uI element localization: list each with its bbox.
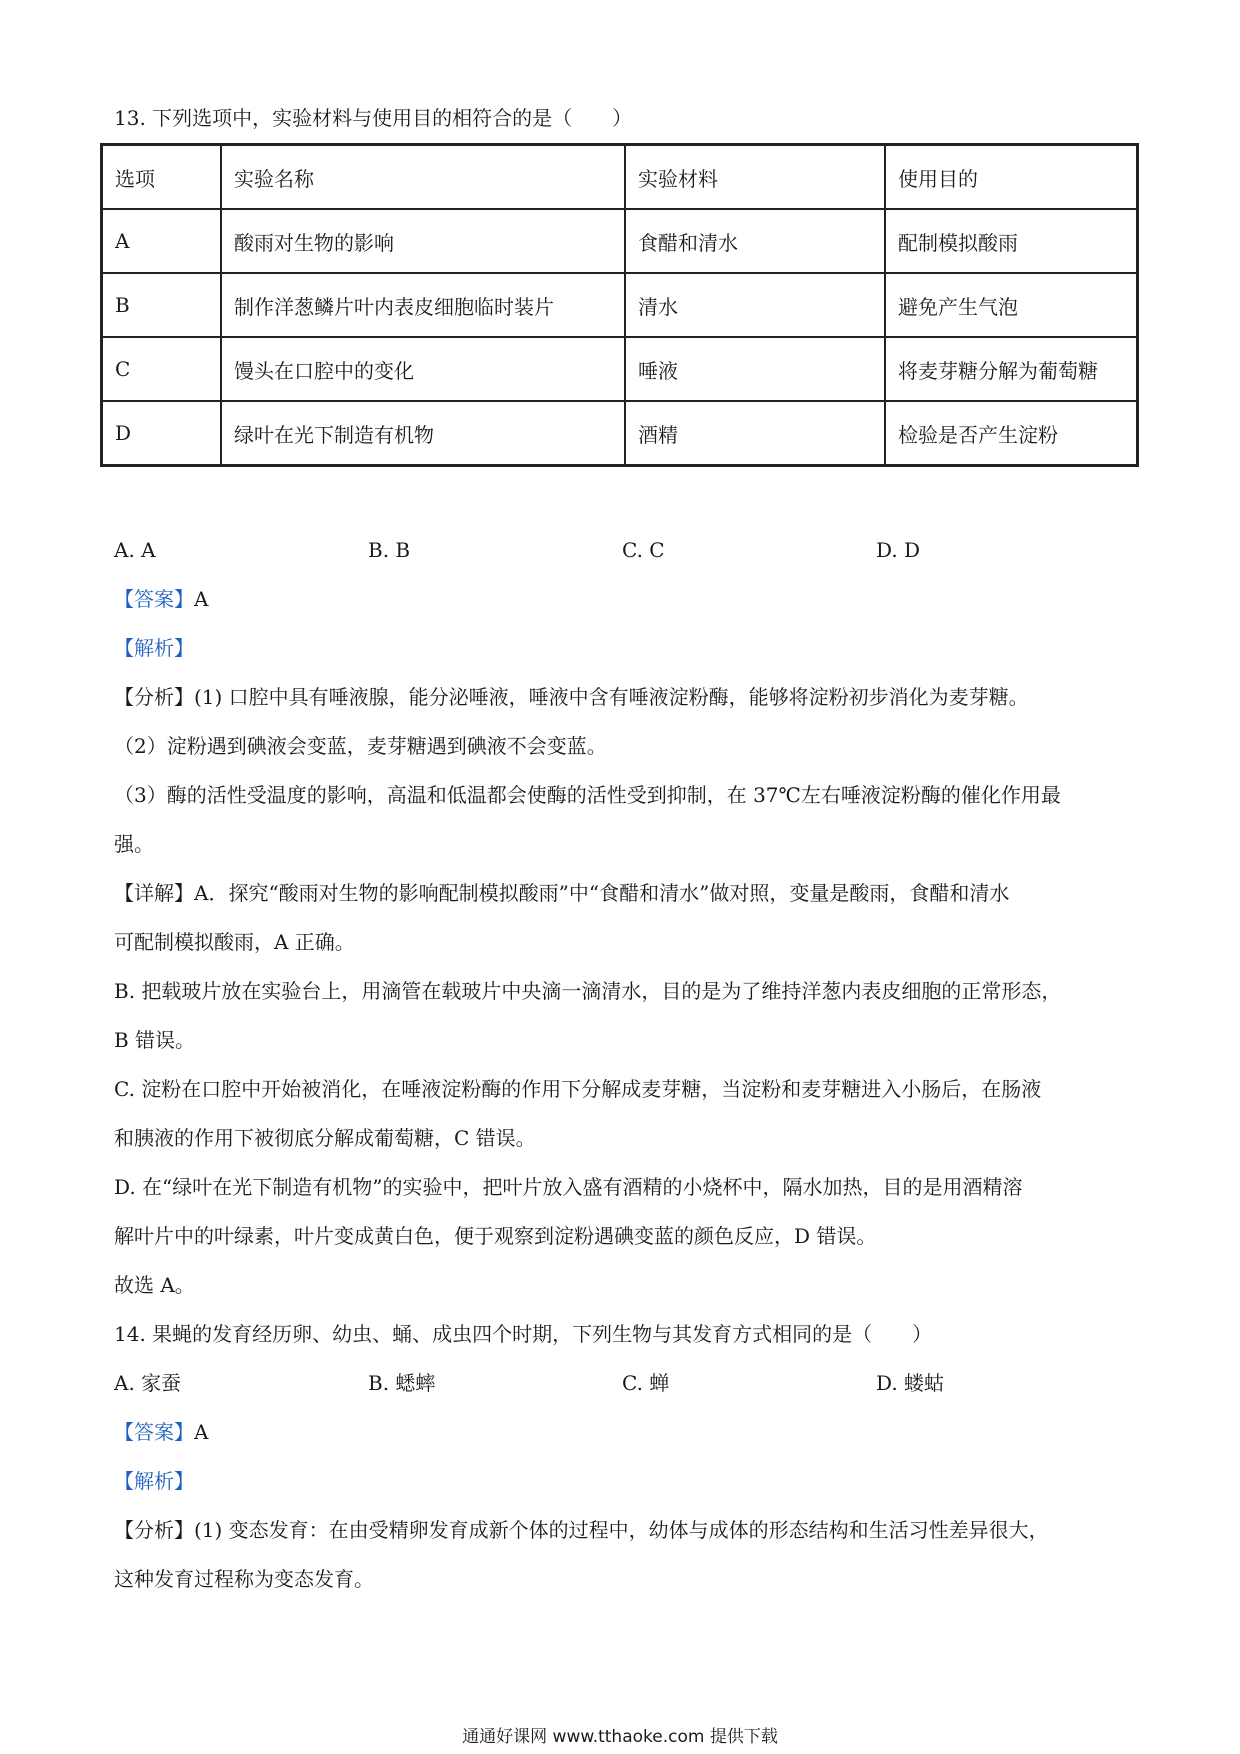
- table-row: [102, 337, 1138, 401]
- question-14-stem: 14. 果蝇的发育经历卵、幼虫、蛹、成虫四个时期，下列生物与其发育方式相同的是（ ）: [114, 1322, 933, 1346]
- table-cell: 食醋和清水: [625, 209, 885, 273]
- page-footer: 通通好课网 www.tthaoke.com 提供下载: [462, 1727, 778, 1747]
- table-cell: A: [102, 209, 222, 273]
- analysis-line: 强。: [114, 832, 154, 856]
- analysis-line: D. 在“绿叶在光下制造有机物”的实验中，把叶片放入盛有酒精的小烧杯中，隔水加热，目的是用酒精溶: [114, 1175, 1023, 1199]
- analysis-line: 这种发育过程称为变态发育。: [114, 1567, 374, 1591]
- question-14-answer: [114, 1418, 208, 1446]
- analysis-line: 【详解】A．探究“酸雨对生物的影响配制模拟酸雨”中“食醋和清水”做对照，变量是酸雨，食醋和清水: [114, 881, 1010, 905]
- table-header-cell: 实验材料: [625, 145, 885, 210]
- table-cell: D: [102, 401, 222, 466]
- option-b: B. B: [368, 538, 411, 562]
- analysis-line: 解叶片中的叶绿素，叶片变成黄白色，便于观察到淀粉遇碘变蓝的颜色反应，D 错误。: [114, 1224, 877, 1248]
- analysis-line: （3）酶的活性受温度的影响，高温和低温都会使酶的活性受到抑制，在 37℃左右唾液淀粉酶的催化作用最: [114, 783, 1061, 807]
- question-13-analysis-tag: 【解析】: [114, 636, 194, 660]
- table-cell: 酸雨对生物的影响: [221, 209, 625, 273]
- table-cell: B: [102, 273, 222, 337]
- answer-value: A: [194, 587, 209, 611]
- analysis-line: C. 淀粉在口腔中开始被消化，在唾液淀粉酶的作用下分解成麦芽糖，当淀粉和麦芽糖进入小肠后，在肠液: [114, 1077, 1042, 1101]
- answer-tag: 【答案】: [114, 1420, 194, 1444]
- table-row: [102, 273, 1138, 337]
- analysis-line: （2）淀粉遇到碘液会变蓝，麦芽糖遇到碘液不会变蓝。: [114, 734, 607, 758]
- table-header-cell: 使用目的: [885, 145, 1138, 210]
- answer-tag: 【答案】: [114, 587, 194, 611]
- question-13-stem: 13. 下列选项中，实验材料与使用目的相符合的是（ ）: [114, 106, 633, 130]
- option-c: C. C: [622, 538, 665, 562]
- table-cell: 配制模拟酸雨: [885, 209, 1138, 273]
- table-cell: 避免产生气泡: [885, 273, 1138, 337]
- option-c: C. 蝉: [622, 1371, 670, 1395]
- table-header-row: [102, 145, 1138, 210]
- analysis-line: 可配制模拟酸雨，A 正确。: [114, 930, 355, 954]
- question-13-answer: [114, 585, 208, 613]
- table-row: [102, 209, 1138, 273]
- option-d: D. D: [876, 538, 921, 562]
- option-b: B. 蟋蟀: [368, 1371, 436, 1395]
- table-cell: 将麦芽糖分解为葡萄糖: [885, 337, 1138, 401]
- analysis-line: B. 把载玻片放在实验台上，用滴管在载玻片中央滴一滴清水，目的是为了维持洋葱内表皮细胞的正常形态，: [114, 979, 1062, 1003]
- table-cell: 馒头在口腔中的变化: [221, 337, 625, 401]
- option-a: A. A: [114, 538, 156, 562]
- table-header-cell: 选项: [102, 145, 222, 210]
- answer-value: A: [194, 1420, 209, 1444]
- table-cell: 酒精: [625, 401, 885, 466]
- table-cell: 唾液: [625, 337, 885, 401]
- analysis-line: B 错误。: [114, 1028, 196, 1052]
- table-header-cell: 实验名称: [221, 145, 625, 210]
- analysis-line: 故选 A。: [114, 1273, 195, 1297]
- table-cell: C: [102, 337, 222, 401]
- option-a: A. 家蚕: [114, 1371, 182, 1395]
- table-row: [102, 401, 1138, 466]
- option-d: D. 蝼蛄: [876, 1371, 945, 1395]
- table-cell: 制作洋葱鳞片叶内表皮细胞临时装片: [221, 273, 625, 337]
- analysis-line: 【分析】(1) 口腔中具有唾液腺，能分泌唾液，唾液中含有唾液淀粉酶，能够将淀粉初步消化为麦芽糖。: [114, 685, 1029, 709]
- analysis-line: 【分析】(1) 变态发育：在由受精卵发育成新个体的过程中，幼体与成体的形态结构和生活习性差异很大，: [114, 1518, 1049, 1542]
- experiment-table: [100, 143, 1139, 467]
- table-cell: 清水: [625, 273, 885, 337]
- table-cell: 检验是否产生淀粉: [885, 401, 1138, 466]
- analysis-line: 和胰液的作用下被彻底分解成葡萄糖，C 错误。: [114, 1126, 536, 1150]
- question-14-analysis-tag: 【解析】: [114, 1469, 194, 1493]
- table-cell: 绿叶在光下制造有机物: [221, 401, 625, 466]
